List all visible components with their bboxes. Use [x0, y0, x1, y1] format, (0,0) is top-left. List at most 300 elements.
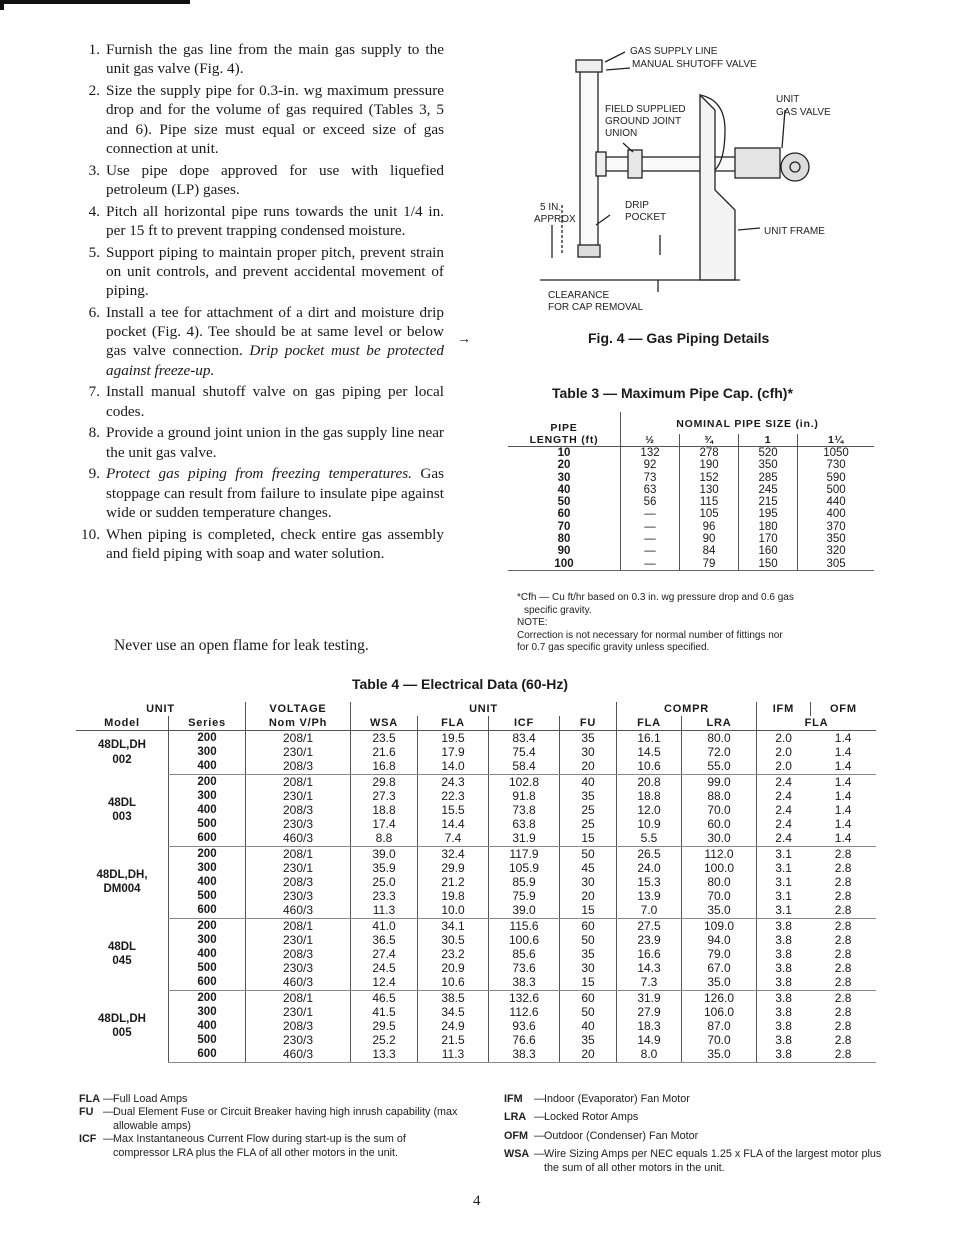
- table4-series: 300: [169, 861, 246, 875]
- electrical-data-table: [76, 702, 876, 1063]
- table3-cell: 152: [680, 472, 739, 484]
- model-name: 48DL,DH: [98, 739, 146, 752]
- table4-cell: 3.8: [757, 961, 811, 975]
- table4-cell: 102.8: [489, 774, 560, 789]
- table4-row: [76, 1033, 876, 1047]
- legend-entry: [79, 1133, 459, 1160]
- table4-cell: 15: [560, 903, 617, 918]
- table4-cell: 27.4: [351, 947, 418, 961]
- table4-cell: 17.9: [418, 745, 489, 759]
- legend-entry: [504, 1130, 884, 1143]
- table4-cell: 35.0: [682, 1047, 757, 1062]
- table4-cell: 17.4: [351, 817, 418, 831]
- table4-cell: 38.5: [418, 990, 489, 1005]
- table4-cell: 2.8: [834, 889, 852, 904]
- table4-cell: 87.0: [682, 1019, 757, 1033]
- table4-cell: 25: [560, 817, 617, 831]
- table3-row: [508, 496, 874, 508]
- table4-cell: 112.0: [682, 846, 757, 861]
- table4-cell: 35: [560, 789, 617, 803]
- table4-cell: 46.5: [351, 990, 418, 1005]
- table4-row: [76, 961, 876, 975]
- table4-cell: 109.0: [682, 918, 757, 933]
- legend-key: FU: [79, 1106, 94, 1119]
- table4-series: 400: [169, 803, 246, 817]
- legend-entry: [79, 1093, 459, 1106]
- legend-key: FLA: [79, 1093, 100, 1105]
- t4-head-ofm: OFM: [810, 702, 876, 716]
- table4-cell: 30: [560, 875, 617, 889]
- legend-key: OFM: [504, 1129, 528, 1142]
- table4-cell: 2.4: [757, 831, 811, 846]
- table4-cell: 230/1: [246, 933, 351, 947]
- table3-length: 80: [557, 533, 571, 546]
- step-number: 2.: [88, 81, 100, 99]
- step-item: [70, 40, 444, 79]
- table4-cell: 132.6: [489, 990, 560, 1005]
- table4-cell: 21.5: [418, 1033, 489, 1047]
- table4-cell: 45: [560, 861, 617, 875]
- table4-cell: 94.0: [682, 933, 757, 947]
- table4-cell: 99.0: [682, 774, 757, 789]
- table3-cell: 350: [798, 533, 874, 545]
- table4-cell: 10.6: [617, 759, 682, 774]
- table3-cell: —: [621, 558, 680, 571]
- label-field-supplied-2: GROUND JOINT: [605, 116, 682, 127]
- table4-cell: 100.6: [489, 933, 560, 947]
- table4-cell: 3.1: [757, 875, 811, 889]
- table4-cell: 7.0: [617, 903, 682, 918]
- step-item: [70, 525, 444, 564]
- table4-row: [76, 861, 876, 875]
- step-body: Furnish the gas line from the main gas supply to the unit gas valve (Fig. 4).: [106, 41, 444, 78]
- table4-series: 200: [169, 774, 246, 789]
- table4-series: 200: [169, 918, 246, 933]
- table3-length: 30: [557, 471, 571, 484]
- step-body: Size the supply pipe for 0.3-in. wg maximum pressure drop and for the volume of gas required (Tables 3, 5 and 6). Pipe size must equal or exceed size of gas connection at unit.: [106, 81, 444, 157]
- step-text: [106, 161, 444, 200]
- label-gas-supply-line: GAS SUPPLY LINE: [630, 46, 718, 57]
- step-text: [106, 464, 444, 522]
- table4-cell: 23.5: [351, 731, 418, 746]
- table4-cell: 3.8: [757, 1033, 811, 1047]
- table4-cell: 30: [560, 745, 617, 759]
- table4-cell: 35.9: [351, 861, 418, 875]
- figure-caption: Fig. 4 — Gas Piping Details: [588, 330, 770, 346]
- table4-cell: 3.8: [757, 918, 811, 933]
- table3-cell: 730: [798, 459, 874, 471]
- table4-row: [76, 903, 876, 918]
- table3-cell: 90: [680, 533, 739, 545]
- label-five-in-2: APPROX: [534, 214, 576, 225]
- step-item: [70, 303, 444, 380]
- table4-series: 300: [169, 1005, 246, 1019]
- table4-row: [76, 947, 876, 961]
- table4-cell: 208/1: [246, 846, 351, 861]
- table4-cell: 460/3: [246, 975, 351, 990]
- table4-cell: 27.3: [351, 789, 418, 803]
- table4-cell: 26.5: [617, 846, 682, 861]
- table4-cell: 16.1: [617, 731, 682, 746]
- table4-series: 600: [169, 1047, 246, 1062]
- table4-cell: 10.6: [418, 975, 489, 990]
- table3-row: [508, 545, 874, 557]
- table3-cell: 130: [680, 484, 739, 496]
- table3-cell: 132: [621, 447, 680, 460]
- table4-cell: 24.5: [351, 961, 418, 975]
- legend-entry: [79, 1106, 459, 1133]
- table4-cell: 14.4: [418, 817, 489, 831]
- legend-dash: —: [534, 1093, 545, 1105]
- table4-cell: 41.5: [351, 1005, 418, 1019]
- table4-cell: 29.8: [351, 774, 418, 789]
- table3-row: [508, 558, 874, 571]
- legend-text: Full Load Amps: [113, 1093, 188, 1105]
- legend-text: Max Instantaneous Current Flow during start-up is the sum of compressor LRA plus the FLA of all other motors in the unit.: [113, 1133, 406, 1159]
- model-size: 002: [112, 753, 132, 766]
- table3-length: 20: [557, 459, 571, 472]
- table4-cell: 7.4: [418, 831, 489, 846]
- table4-cell: 34.1: [418, 918, 489, 933]
- table4-cell: 32.4: [418, 846, 489, 861]
- table4-cell: 16.8: [351, 759, 418, 774]
- table3-length: 50: [557, 496, 571, 509]
- table4-cell: 3.8: [757, 990, 811, 1005]
- t4-head-series: Series: [169, 716, 246, 731]
- table4-series: 500: [169, 817, 246, 831]
- table4-cell: 2.8: [834, 875, 852, 890]
- step-text: [106, 81, 444, 158]
- table3-length: 100: [508, 558, 621, 571]
- table4-cell: 8.8: [351, 831, 418, 846]
- table4-cell: 3.1: [757, 846, 811, 861]
- table3-cell: 370: [798, 521, 874, 533]
- table4-cell: 105.9: [489, 861, 560, 875]
- table4-model: [76, 918, 169, 990]
- table3-length: 70: [557, 520, 571, 533]
- table4-row: [76, 759, 876, 774]
- table4-cell: 83.4: [489, 731, 560, 746]
- table4-cell: 18.8: [351, 803, 418, 817]
- table4-cell: 2.4: [757, 789, 811, 803]
- table4-cell: 13.9: [617, 889, 682, 903]
- step-text: [106, 525, 444, 564]
- table3-row: [508, 508, 874, 520]
- legend-text: Locked Rotor Amps: [544, 1111, 639, 1124]
- table4-cell: 15: [560, 831, 617, 846]
- table4-cell: 22.3: [418, 789, 489, 803]
- table4-cell: 12.0: [617, 803, 682, 817]
- step-body: Use pipe dope approved for use with liquefied petroleum (LP) gases.: [106, 161, 444, 198]
- table3-length: 60: [557, 508, 571, 521]
- table3-cell: —: [621, 521, 680, 533]
- table4-cell: 3.8: [757, 1005, 811, 1019]
- table4-cell: 8.0: [617, 1047, 682, 1062]
- table4-cell: 40: [560, 1019, 617, 1033]
- table4-cell: 16.6: [617, 947, 682, 961]
- legend-key: WSA: [504, 1148, 530, 1161]
- step-body: Install a tee for attachment of a dirt and moisture drip pocket (Fig. 4). Tee should be at same level or below gas valve connection.: [106, 303, 444, 360]
- table4-cell: 460/3: [246, 1047, 351, 1062]
- table4-cell: 3.8: [757, 975, 811, 990]
- table3-size-2: 1: [739, 434, 798, 447]
- legend-dash: —: [103, 1093, 114, 1105]
- table4-cell: 5.5: [617, 831, 682, 846]
- table4-cell: 63.8: [489, 817, 560, 831]
- table3-note-2: for 0.7 gas specific gravity unless specified.: [517, 642, 710, 653]
- table4-cell: 2.0: [757, 731, 811, 746]
- table4-cell: 29.5: [351, 1019, 418, 1033]
- model-name: 48DL: [107, 940, 137, 953]
- table4-cell: 1.4: [834, 745, 852, 760]
- table3-cell: 350: [739, 459, 798, 471]
- table3-note-label: NOTE:: [517, 617, 548, 628]
- legend-dash: —: [534, 1111, 545, 1124]
- table4-cell: 38.3: [489, 975, 560, 990]
- table4-series: 200: [169, 990, 246, 1005]
- step-text: [106, 40, 444, 79]
- table3-length: 40: [557, 483, 571, 496]
- table3-cell: 520: [739, 447, 798, 460]
- table4-series: 400: [169, 947, 246, 961]
- table3-cell: 115: [680, 496, 739, 508]
- table4-cell: 1.4: [834, 817, 852, 832]
- table4-cell: 2.8: [834, 918, 852, 933]
- page-number: 4: [473, 1193, 481, 1209]
- table3-cell: 79: [680, 558, 739, 571]
- change-arrow: →: [457, 330, 471, 346]
- table4-cell: 230/1: [246, 861, 351, 875]
- table3-cell: 190: [680, 459, 739, 471]
- table4-cell: 14.5: [617, 745, 682, 759]
- table3-cell: 84: [680, 545, 739, 557]
- table4-model: [76, 731, 169, 775]
- table4-cell: 21.6: [351, 745, 418, 759]
- table4-row: [76, 1047, 876, 1062]
- table4-row: [76, 817, 876, 831]
- table4-cell: 3.1: [757, 889, 811, 903]
- table4-row: [76, 831, 876, 846]
- table4-cell: 27.9: [617, 1005, 682, 1019]
- table3-head-nominal: NOMINAL PIPE SIZE (in.): [621, 412, 875, 434]
- table4-cell: 3.8: [757, 947, 811, 961]
- table4-cell: 70.0: [682, 889, 757, 903]
- table3-cell: 195: [739, 508, 798, 520]
- table4-cell: 88.0: [682, 789, 757, 803]
- t4-head-unit2: UNIT: [351, 702, 617, 716]
- table4-cell: 85.6: [489, 947, 560, 961]
- table4-cell: 30.0: [682, 831, 757, 846]
- table3-cell: 56: [621, 496, 680, 508]
- step-item: [70, 243, 444, 301]
- table3-cell: 73: [621, 472, 680, 484]
- t4-head-nom: Nom V/Ph: [246, 716, 351, 731]
- table4-cell: 3.8: [757, 1019, 811, 1033]
- table4-cell: 208/1: [246, 731, 351, 746]
- gas-piping-diagram: [510, 40, 870, 320]
- table4-cell: 208/1: [246, 990, 351, 1005]
- table4-row: [76, 990, 876, 1005]
- table4-title: Table 4 — Electrical Data (60-Hz): [352, 676, 569, 692]
- legend-key: ICF: [79, 1133, 97, 1146]
- table3-cell: 278: [680, 447, 739, 460]
- legend-dash: —: [534, 1129, 545, 1142]
- table4-cell: 460/3: [246, 831, 351, 846]
- table4-cell: 29.9: [418, 861, 489, 875]
- t4-head-model: Model: [76, 716, 169, 731]
- t4-head-lra: LRA: [682, 716, 757, 731]
- table4-cell: 2.8: [810, 1047, 876, 1062]
- table4-cell: 93.6: [489, 1019, 560, 1033]
- table4-cell: 23.9: [617, 933, 682, 947]
- t4-head-voltage: VOLTAGE: [246, 702, 351, 716]
- label-clearance-1: CLEARANCE: [548, 290, 610, 301]
- table4-cell: 35: [560, 731, 617, 746]
- pipe-capacity-table: [508, 412, 874, 571]
- legend-text: Dual Element Fuse or Circuit Breaker having high inrush capability (max allowable amps): [113, 1106, 458, 1132]
- table4-cell: 2.8: [834, 932, 852, 947]
- table4-cell: 2.8: [810, 903, 876, 918]
- table4-cell: 60.0: [682, 817, 757, 831]
- table3-row: [508, 533, 874, 545]
- table3-cell: 245: [739, 484, 798, 496]
- table4-cell: 24.9: [418, 1019, 489, 1033]
- step-item: [70, 81, 444, 158]
- t4-head-fu: FU: [560, 716, 617, 731]
- table4-cell: 14.9: [617, 1033, 682, 1047]
- table4-legend-right: [504, 1093, 884, 1180]
- table4-cell: 2.8: [834, 846, 852, 861]
- label-drip-1: DRIP: [625, 200, 649, 211]
- table4-cell: 35.0: [682, 975, 757, 990]
- table3-cell: 1050: [798, 447, 874, 460]
- table4-row: [76, 1019, 876, 1033]
- table3-size-3: 1¼: [798, 434, 874, 447]
- table3-footnote: *Cfh — Cu ft/hr based on 0.3 in. wg pressure drop and 0.6 gas: [517, 592, 794, 603]
- table4-cell: 39.0: [351, 846, 418, 861]
- table4-cell: 39.0: [489, 903, 560, 918]
- table3-head-pipe: PIPE: [550, 422, 578, 434]
- table3-cell: 305: [798, 558, 874, 571]
- table3-cell: 285: [739, 472, 798, 484]
- table3-note-1: Correction is not necessary for normal number of fittings nor: [517, 629, 783, 641]
- step-item: [70, 382, 444, 421]
- table4-cell: 79.0: [682, 947, 757, 961]
- table4-cell: 23.2: [418, 947, 489, 961]
- step-body: When piping is completed, check entire gas assembly and field piping with soap and water solution.: [106, 525, 444, 562]
- table4-row: [76, 731, 876, 746]
- label-five-in-1: 5 IN.: [540, 202, 562, 213]
- table4-cell: 230/3: [246, 1033, 351, 1047]
- leak-test-warning: Never use an open flame for leak testing.: [114, 637, 369, 654]
- table4-model: [76, 846, 169, 918]
- table4-cell: 230/3: [246, 889, 351, 903]
- table4-cell: 208/3: [246, 1019, 351, 1033]
- table4-cell: 19.8: [418, 889, 489, 903]
- table4-cell: 2.0: [757, 745, 811, 759]
- table3-cell: —: [621, 545, 680, 557]
- table4-row: [76, 975, 876, 990]
- table4-row: [76, 846, 876, 861]
- table3-cell: 160: [739, 545, 798, 557]
- table3-cell: 400: [798, 508, 874, 520]
- table4-cell: 73.6: [489, 961, 560, 975]
- table4-series: 600: [169, 975, 246, 990]
- table4-cell: 460/3: [246, 903, 351, 918]
- table4-row: [76, 803, 876, 817]
- table4-series: 500: [169, 889, 246, 903]
- table4-model: [76, 990, 169, 1062]
- table4-cell: 1.4: [834, 731, 852, 745]
- table4-model: [76, 774, 169, 846]
- legend-text: Wire Sizing Amps per NEC equals 1.25 x FLA of the largest motor plus the sum of all other motors in the unit.: [544, 1148, 882, 1174]
- legend-text: Outdoor (Condenser) Fan Motor: [544, 1129, 699, 1142]
- table4-cell: 75.4: [489, 745, 560, 759]
- table3-title: Table 3 — Maximum Pipe Cap. (cfh)*: [552, 385, 793, 401]
- table3-cell: 63: [621, 484, 680, 496]
- table4-cell: 126.0: [682, 990, 757, 1005]
- legend-entry: [504, 1111, 884, 1124]
- table4-cell: 70.0: [682, 1033, 757, 1047]
- step-number: 8.: [88, 424, 100, 442]
- t4-head-fla: FLA: [418, 716, 489, 731]
- table4-cell: 24.3: [418, 774, 489, 789]
- table4-cell: 30.5: [418, 933, 489, 947]
- table3-length: 10: [557, 447, 571, 459]
- table4-cell: 1.4: [834, 803, 852, 818]
- table4-cell: 25: [560, 803, 617, 817]
- table3-size-1: ¾: [680, 434, 739, 447]
- legend-entry: [504, 1093, 884, 1106]
- table4-cell: 27.5: [617, 918, 682, 933]
- table4-cell: 2.8: [834, 860, 852, 875]
- table4-cell: 2.4: [757, 817, 811, 831]
- table4-cell: 24.0: [617, 861, 682, 875]
- table4-cell: 208/3: [246, 947, 351, 961]
- label-manual-shutoff: MANUAL SHUTOFF VALVE: [632, 59, 757, 70]
- label-drip-2: POCKET: [625, 212, 667, 223]
- step-body: Support piping to maintain proper pitch, prevent strain on unit controls, and prevent accidental movement of piping.: [106, 243, 444, 300]
- table3-row: [508, 459, 874, 471]
- table4-cell: 21.2: [418, 875, 489, 889]
- table4-cell: 23.3: [351, 889, 418, 903]
- table4-cell: 11.3: [351, 903, 418, 918]
- table4-cell: 60: [560, 990, 617, 1005]
- t4-head-compr: COMPR: [617, 702, 757, 716]
- table4-series: 600: [169, 831, 246, 846]
- legend-entry: [504, 1148, 884, 1175]
- step-number: 5.: [88, 243, 100, 261]
- table4-row: [76, 933, 876, 947]
- table4-cell: 1.4: [810, 831, 876, 846]
- legend-text: Indoor (Evaporator) Fan Motor: [544, 1093, 690, 1105]
- step-number: 6.: [88, 303, 100, 321]
- step-text: [106, 243, 444, 301]
- table3-cell: 170: [739, 533, 798, 545]
- table4-cell: 25.0: [351, 875, 418, 889]
- table4-cell: 11.3: [418, 1047, 489, 1062]
- table4-cell: 13.3: [351, 1047, 418, 1062]
- table4-cell: 14.3: [617, 961, 682, 975]
- table3-cell: 440: [798, 496, 874, 508]
- table4-series: 500: [169, 961, 246, 975]
- table4-cell: 50: [560, 1005, 617, 1019]
- table4-cell: 15.5: [418, 803, 489, 817]
- corner-mark: [0, 0, 190, 4]
- model-size: DM004: [103, 883, 141, 896]
- table4-cell: 1.4: [834, 788, 852, 803]
- label-unit-frame: UNIT FRAME: [764, 226, 825, 237]
